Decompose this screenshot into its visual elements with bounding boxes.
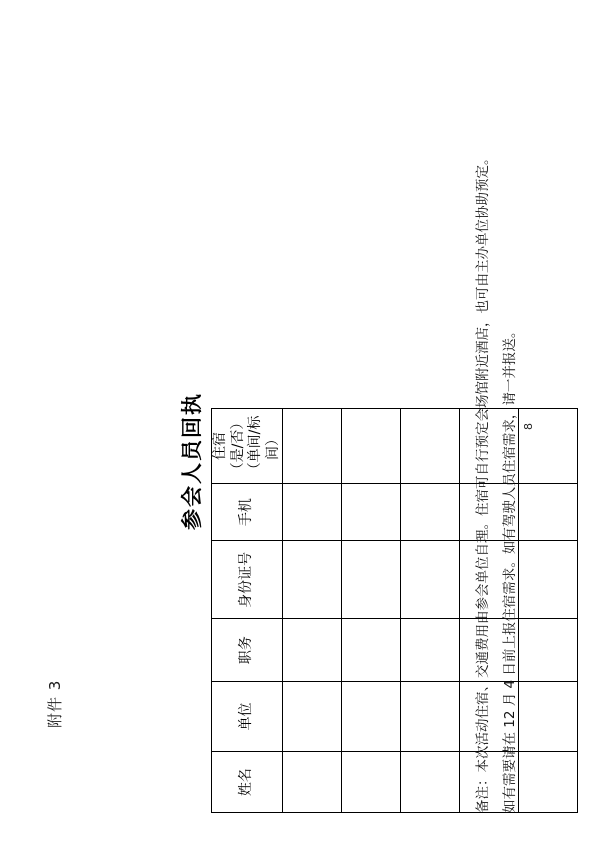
table-row <box>519 409 578 813</box>
cell-id-number[interactable] <box>519 541 578 619</box>
accommodation-label-line1: 住宿 <box>212 431 228 460</box>
cell-position[interactable] <box>342 619 401 682</box>
cell-unit[interactable] <box>283 681 342 751</box>
cell-accommodation[interactable] <box>401 409 460 484</box>
cell-accommodation[interactable] <box>342 409 401 484</box>
cell-name[interactable] <box>519 752 578 813</box>
cell-id-number[interactable] <box>342 541 401 619</box>
cell-mobile[interactable] <box>342 483 401 540</box>
cell-position[interactable] <box>401 619 460 682</box>
page-number: 8 <box>522 423 535 430</box>
cell-name[interactable] <box>342 752 401 813</box>
cell-mobile[interactable] <box>401 483 460 540</box>
attachment-label: 附件 3 <box>46 679 64 728</box>
cell-name[interactable] <box>283 752 342 813</box>
table-row <box>342 409 401 813</box>
column-header-unit: 单位 <box>212 681 283 751</box>
column-header-id-number: 身份证号 <box>212 541 283 619</box>
notes-block <box>470 63 524 813</box>
column-header-mobile: 手机 <box>212 483 283 540</box>
cell-position[interactable] <box>519 619 578 682</box>
cell-id-number[interactable] <box>283 541 342 619</box>
page-title: 参会人员回执 <box>180 392 204 530</box>
cell-mobile[interactable] <box>283 483 342 540</box>
column-header-accommodation <box>212 409 283 484</box>
table-row <box>283 409 342 813</box>
column-header-position: 职务 <box>212 619 283 682</box>
cell-mobile[interactable] <box>519 483 578 540</box>
cell-accommodation[interactable] <box>519 409 578 484</box>
cell-name[interactable] <box>401 752 460 813</box>
notes-line-1: 备注：本次活动住宿、交通费用由参会单位自理。住宿可自行预定会场馆附近酒店，也可由主办单位协助预定。 <box>475 151 491 813</box>
notes-line-2: 如有需要请在 12 月 4 日前上报住宿需求。如有驾驶人员住宿需求，请一并报送。 <box>502 324 518 813</box>
table-row <box>401 409 460 813</box>
accommodation-label-line3: （单间/标间） <box>247 415 281 477</box>
cell-unit[interactable] <box>519 681 578 751</box>
cell-accommodation[interactable] <box>283 409 342 484</box>
cell-unit[interactable] <box>342 681 401 751</box>
cell-unit[interactable] <box>401 681 460 751</box>
cell-id-number[interactable] <box>401 541 460 619</box>
column-header-name: 姓名 <box>212 752 283 813</box>
table-body <box>283 409 578 813</box>
accommodation-label-line2: （是/否） <box>229 415 246 477</box>
cell-position[interactable] <box>283 619 342 682</box>
table-header-row <box>212 409 283 813</box>
table-header <box>212 409 283 813</box>
